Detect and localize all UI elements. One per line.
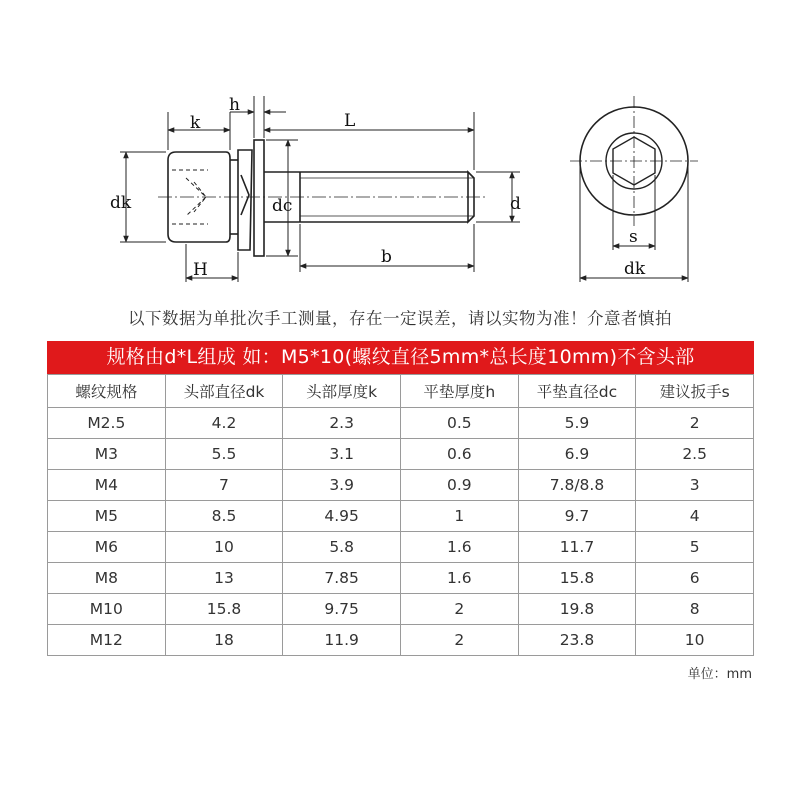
spec-format-banner: 规格由d*L组成 如：M5*10(螺纹直径5mm*总长度10mm)不含头部 [47,341,754,374]
table-cell: M6 [48,532,166,563]
table-cell: M12 [48,625,166,656]
table-cell: 15.8 [518,563,636,594]
table-cell: 23.8 [518,625,636,656]
table-cell: 7 [165,470,283,501]
table-row [48,470,754,501]
table-cell: 4.95 [283,501,401,532]
table-cell: 5 [636,532,754,563]
label-H: H [193,260,208,280]
table-cell: 1.6 [400,532,518,563]
table-cell: 8.5 [165,501,283,532]
header-washer-thickness: 平垫厚度h [400,375,518,408]
measurement-disclaimer: 以下数据为单批次手工测量，存在一定误差，请以实物为准！介意者慎拍 [128,309,672,328]
label-dk-side: dk [110,193,132,213]
table-cell: 2.5 [636,439,754,470]
table-cell: 2 [400,594,518,625]
table-cell: 7.85 [283,563,401,594]
table-cell: M4 [48,470,166,501]
table-row [48,625,754,656]
table-cell: 19.8 [518,594,636,625]
header-head-diameter: 头部直径dk [165,375,283,408]
label-L: L [344,111,356,131]
table-cell: 1.6 [400,563,518,594]
header-washer-diameter: 平垫直径dc [518,375,636,408]
table-cell: 1 [400,501,518,532]
table-row [48,563,754,594]
screw-end-view [570,96,698,282]
table-cell: 11.9 [283,625,401,656]
table-cell: 9.75 [283,594,401,625]
table-cell: 0.6 [400,439,518,470]
table-cell: 5.8 [283,532,401,563]
table-cell: 6.9 [518,439,636,470]
table-cell: 4 [636,501,754,532]
dimension-lines [120,96,520,282]
header-wrench-size: 建议扳手s [636,375,754,408]
table-cell: 10 [636,625,754,656]
table-cell: M2.5 [48,408,166,439]
table-cell: 15.8 [165,594,283,625]
label-dk-end: dk [624,259,646,279]
table-row [48,532,754,563]
table-cell: 5.9 [518,408,636,439]
table-cell: 6 [636,563,754,594]
table-cell: 0.9 [400,470,518,501]
dimension-labels [110,95,646,280]
label-k: k [190,113,201,133]
header-head-thickness: 头部厚度k [283,375,401,408]
screw-technical-drawing [0,0,800,300]
table-cell: 8 [636,594,754,625]
table-cell: 2 [400,625,518,656]
label-b: b [381,247,392,267]
table-header-row [48,375,754,408]
table-row [48,501,754,532]
header-thread-spec: 螺纹规格 [48,375,166,408]
table-cell: 13 [165,563,283,594]
table-row [48,594,754,625]
table-cell: M3 [48,439,166,470]
table-cell: 10 [165,532,283,563]
table-cell: 4.2 [165,408,283,439]
table-cell: 3 [636,470,754,501]
label-h: h [229,95,240,115]
spec-table-body [48,408,754,656]
table-row [48,439,754,470]
table-cell: 9.7 [518,501,636,532]
table-cell: 11.7 [518,532,636,563]
table-cell: 0.5 [400,408,518,439]
table-cell: M8 [48,563,166,594]
label-s: s [629,227,638,247]
table-row [48,408,754,439]
table-cell: 18 [165,625,283,656]
table-cell: 7.8/8.8 [518,470,636,501]
table-cell: 3.1 [283,439,401,470]
table-cell: 2.3 [283,408,401,439]
screw-side-view [158,140,488,256]
label-d: d [510,194,521,214]
table-cell: 3.9 [283,470,401,501]
table-cell: M5 [48,501,166,532]
label-dc: dc [272,196,293,216]
table-cell: 2 [636,408,754,439]
table-cell: M10 [48,594,166,625]
table-cell: 5.5 [165,439,283,470]
spec-table [47,374,754,656]
unit-note: 单位：mm [687,667,752,682]
